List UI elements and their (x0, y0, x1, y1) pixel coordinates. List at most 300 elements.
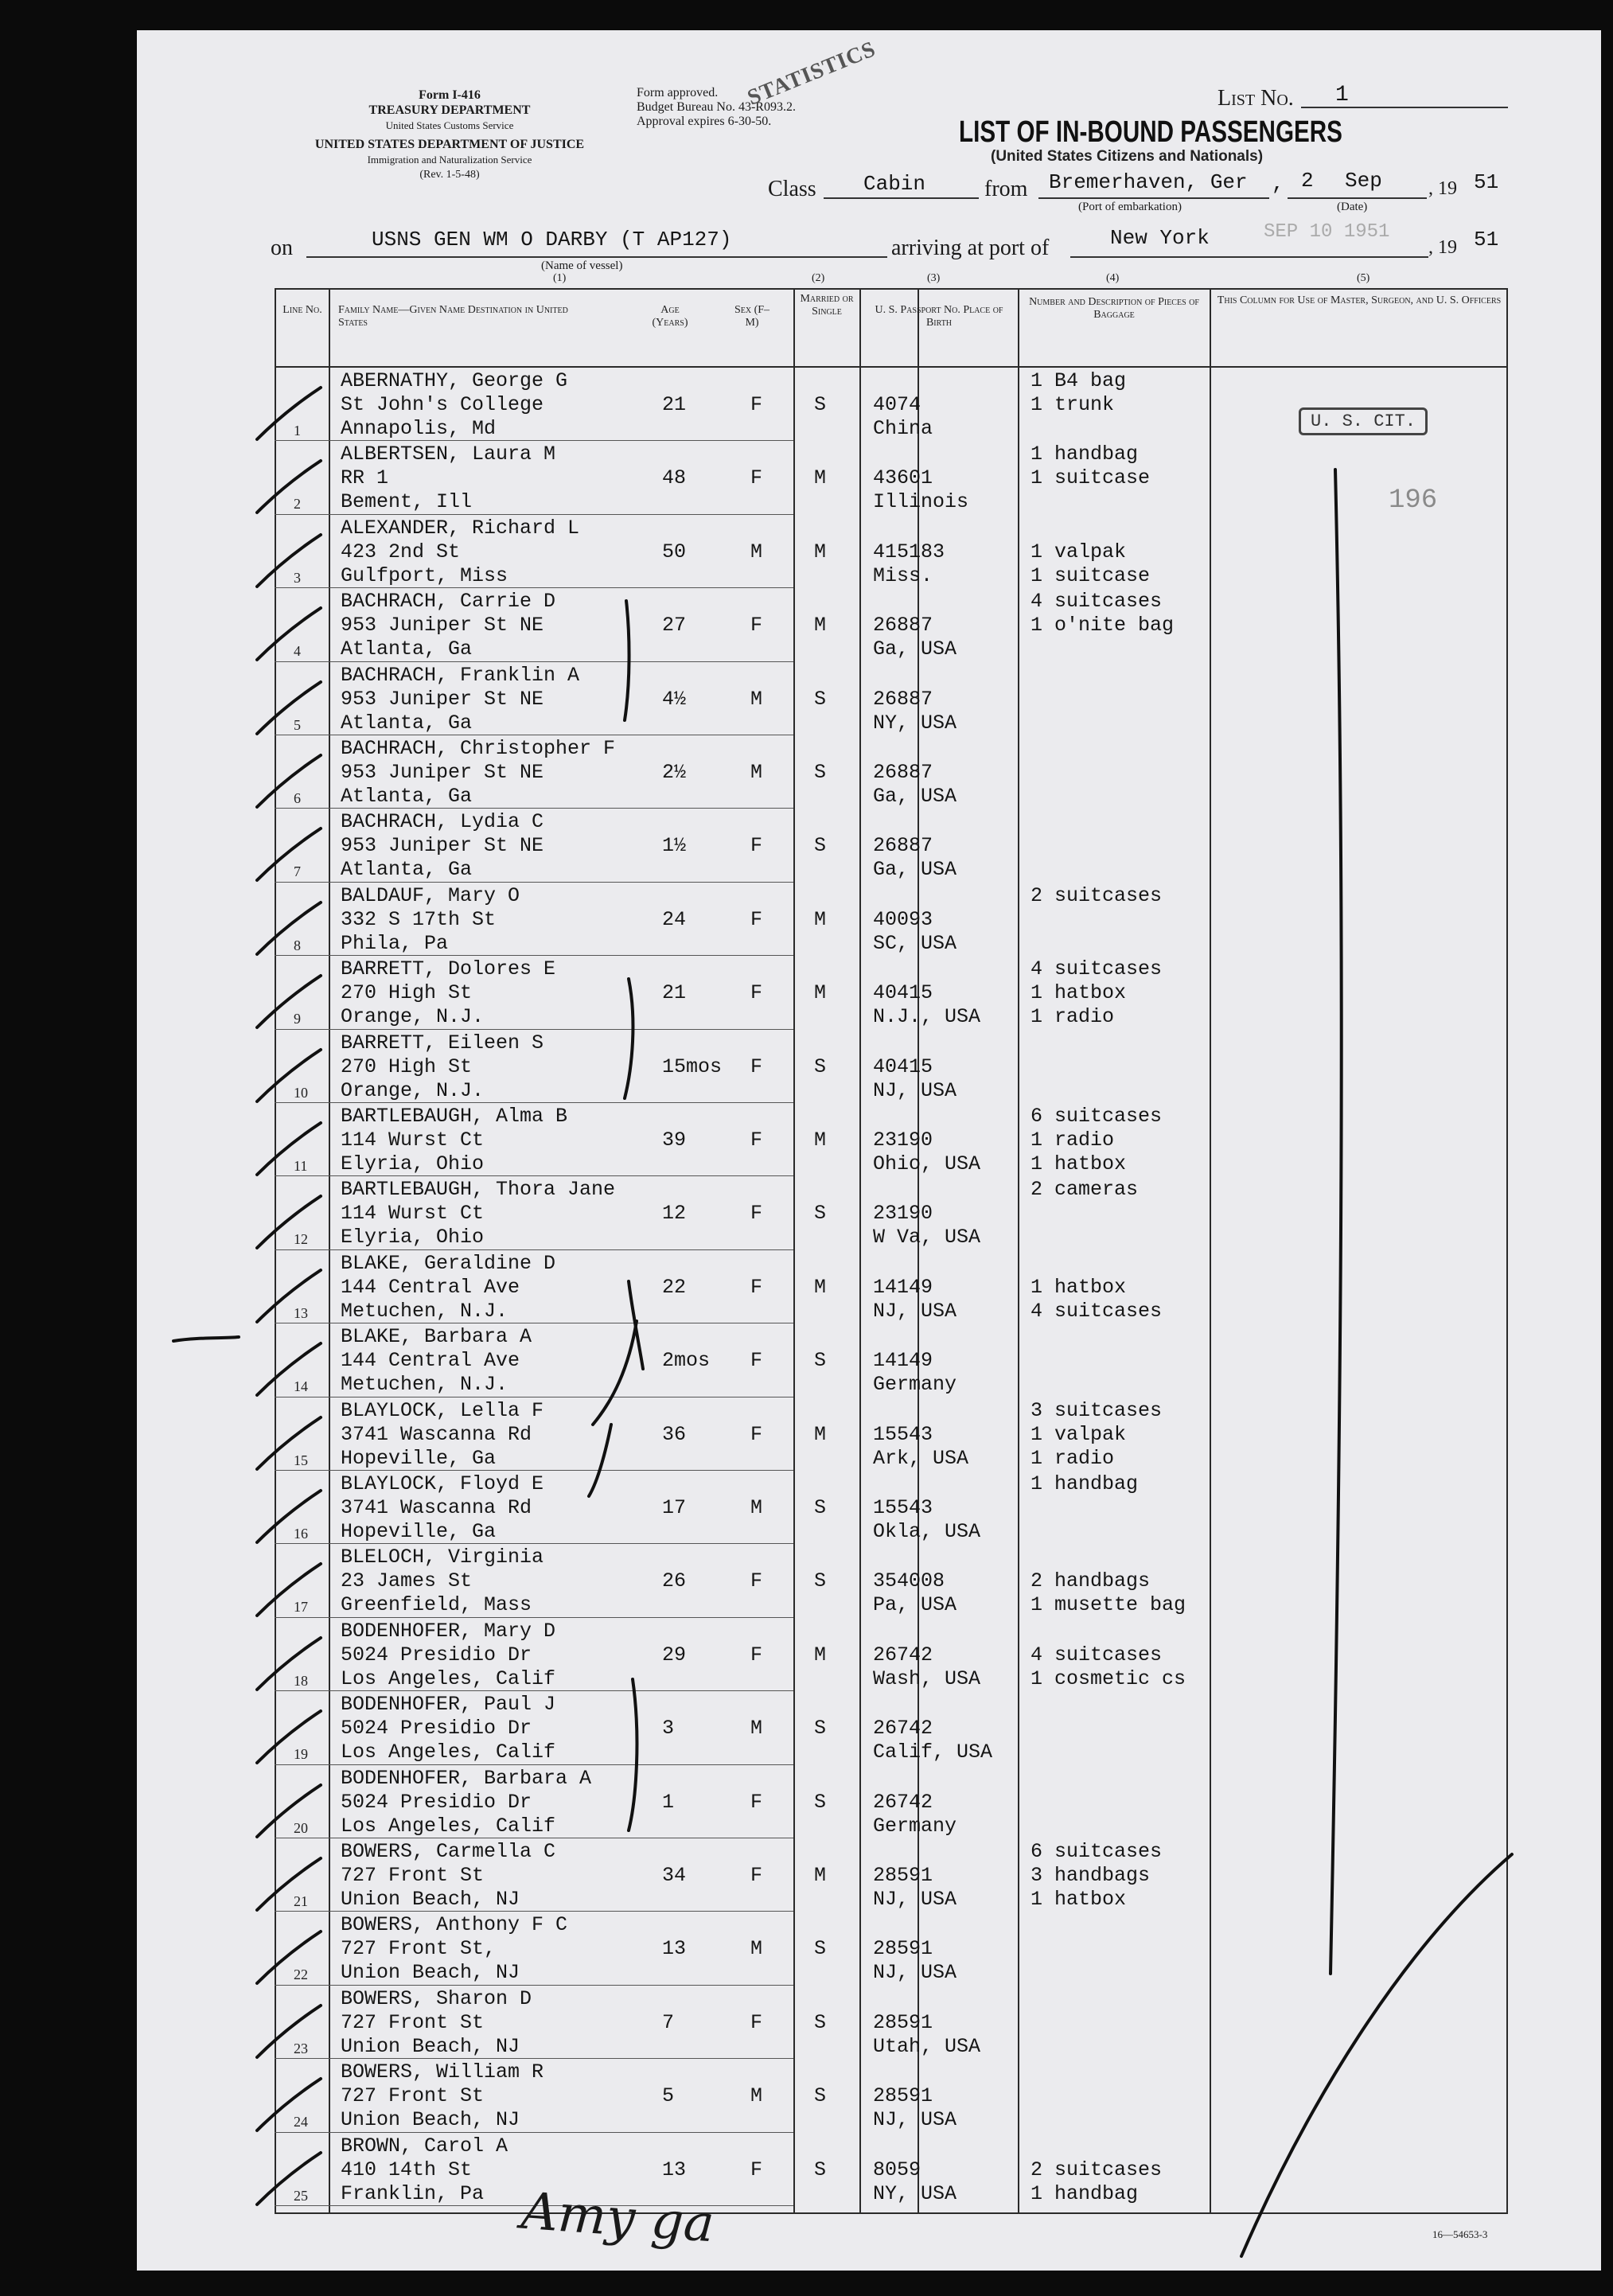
marital-status: M (814, 1643, 827, 1666)
place-of-birth: Ga, USA (873, 785, 957, 808)
sex: M (750, 1937, 763, 1961)
sex: F (750, 907, 763, 931)
line-number: 7 (294, 863, 301, 880)
date-underline (1288, 197, 1427, 199)
table-row (275, 1912, 1508, 1985)
customs-service: United States Customs Service (385, 119, 514, 131)
class-underline (824, 197, 979, 199)
passenger-name: BACHRACH, Carrie D (341, 590, 556, 614)
check-mark (257, 972, 329, 1035)
passport-number: 28591 (873, 1864, 933, 1887)
age: 12 (662, 1202, 687, 1226)
passenger-name: BOWERS, Carmella C (341, 1840, 556, 1863)
address-line-1: 332 S 17th St (341, 907, 497, 931)
marital-status: S (814, 761, 827, 784)
col-marker-5: (5) (1357, 272, 1370, 284)
form-header-block (271, 88, 629, 133)
vessel-caption: (Name of vessel) (541, 259, 623, 272)
passenger-name: BROWN, Carol A (341, 2134, 508, 2158)
marital-status: M (814, 466, 827, 490)
passport-number: 26742 (873, 1790, 933, 1814)
passport-number: 14149 (873, 1275, 933, 1299)
sex: F (750, 614, 763, 637)
address-line-1: 144 Central Ave (341, 1349, 520, 1373)
address-line-2: Gulfport, Miss (341, 563, 508, 587)
marital-status: S (814, 1202, 827, 1226)
justice-block (263, 137, 637, 182)
col-header-baggage: Number and Description of Pieces of Baggage (1029, 296, 1199, 321)
address-line-2: Los Angeles, Calif (341, 1666, 556, 1690)
table-row (275, 1838, 1508, 1912)
marital-status: S (814, 834, 827, 858)
line-number: 19 (294, 1746, 308, 1763)
check-mark (257, 1413, 329, 1477)
age: 4½ (662, 687, 687, 711)
address-line-2: Atlanta, Ga (341, 785, 473, 808)
passport-number: 8059 (873, 2158, 921, 2181)
passenger-name: BACHRACH, Lydia C (341, 810, 544, 834)
passport-number: 28591 (873, 2084, 933, 2108)
baggage-line-1: 6 suitcases (1031, 1105, 1163, 1128)
line-number: 18 (294, 1672, 308, 1689)
marital-status: M (814, 907, 827, 931)
passenger-name: BLAYLOCK, Lella F (341, 1398, 544, 1422)
place-of-birth: Miss. (873, 563, 933, 587)
ins-service: Immigration and Naturalization Service (367, 154, 532, 166)
passenger-name: BODENHOFER, Paul J (341, 1693, 556, 1717)
place-of-birth: NY, USA (873, 711, 957, 735)
marital-status: S (814, 2010, 827, 2034)
address-line-1: St John's College (341, 393, 544, 416)
list-no-underline (1301, 107, 1508, 108)
passenger-name: BACHRACH, Christopher F (341, 737, 616, 760)
col-marker-1: (1) (553, 272, 567, 284)
passport-number: 26742 (873, 1643, 933, 1666)
form-id: Form I-416 (419, 88, 481, 102)
age: 24 (662, 907, 687, 931)
check-mark (257, 2075, 329, 2138)
address-line-2: Orange, N.J. (341, 1005, 485, 1029)
approval-expires: Approval expires 6-30-50. (637, 115, 772, 128)
check-mark (257, 1560, 329, 1624)
address-line-2: Hopeville, Ga (341, 1446, 497, 1470)
sex: F (750, 834, 763, 858)
line-number: 21 (294, 1893, 308, 1909)
check-mark (257, 1046, 329, 1109)
col-header-passport: U. S. Passport No. Place of Birth (875, 304, 1003, 329)
baggage-line-1: 2 cameras (1031, 1178, 1139, 1202)
baggage-line-2: 1 hatbox (1031, 1275, 1127, 1299)
table-bottom-border (275, 2212, 1508, 2214)
address-line-1: 5024 Presidio Dr (341, 1643, 532, 1666)
year-suffix: 51 (1474, 170, 1499, 194)
col-marker-4: (4) (1106, 272, 1120, 284)
place-of-birth: NJ, USA (873, 1888, 957, 1911)
vessel-name: USNS GEN WM O DARBY (T AP127) (372, 228, 732, 251)
baggage-line-2: 1 valpak (1031, 1422, 1127, 1446)
passport-number: 26742 (873, 1717, 933, 1741)
passenger-name: BOWERS, Sharon D (341, 1986, 532, 2010)
from-label: from (984, 177, 1028, 201)
check-mark (257, 384, 329, 447)
date-day: 2 (1301, 169, 1314, 193)
address-line-1: 114 Wurst Ct (341, 1202, 485, 1226)
address-line-2: Metuchen, N.J. (341, 1373, 508, 1397)
table-row (275, 735, 1508, 809)
table-row (275, 1323, 1508, 1397)
address-line-1: 727 Front St (341, 1864, 485, 1887)
sex: F (750, 1643, 763, 1666)
address-line-2: Los Angeles, Calif (341, 1814, 556, 1838)
line-number: 20 (294, 1819, 308, 1836)
passport-number: 14149 (873, 1349, 933, 1373)
age: 17 (662, 1496, 687, 1519)
line-number: 10 (294, 1084, 308, 1101)
age: 2½ (662, 761, 687, 784)
marital-status: S (814, 2084, 827, 2108)
baggage-line-2: 1 hatbox (1031, 981, 1127, 1005)
check-mark (257, 899, 329, 962)
address-line-1: 114 Wurst Ct (341, 1129, 485, 1152)
address-line-1: 270 High St (341, 981, 473, 1005)
sex: F (750, 466, 763, 490)
baggage-line-2: 2 handbags (1031, 1569, 1151, 1593)
col-header-married: Married or Single (800, 293, 854, 318)
passenger-name: BARRETT, Eileen S (341, 1031, 544, 1054)
age: 29 (662, 1643, 687, 1666)
place-of-birth: Calif, USA (873, 1741, 993, 1764)
marital-status: M (814, 614, 827, 637)
place-of-birth: Germany (873, 1814, 957, 1838)
address-line-1: 144 Central Ave (341, 1275, 520, 1299)
address-line-1: RR 1 (341, 466, 389, 490)
table-row (275, 662, 1508, 735)
arriving-label: arriving at port of (891, 236, 1050, 260)
date-comma: , (1272, 172, 1284, 196)
passport-number: 40415 (873, 1054, 933, 1078)
check-mark (257, 1487, 329, 1550)
address-line-1: 23 James St (341, 1569, 473, 1593)
justice-dept: UNITED STATES DEPARTMENT OF JUSTICE (314, 138, 585, 151)
line-number: 22 (294, 1967, 308, 1983)
passenger-name: ALEXANDER, Richard L (341, 516, 580, 540)
list-no-value: 1 (1335, 83, 1349, 107)
place-of-birth: Pa, USA (873, 1593, 957, 1617)
table-row (275, 809, 1508, 882)
age: 15mos (662, 1054, 723, 1078)
date-caption: (Date) (1337, 201, 1368, 213)
age: 21 (662, 981, 687, 1005)
address-line-1: 5024 Presidio Dr (341, 1790, 532, 1814)
baggage-line-2: 1 suitcase (1031, 466, 1151, 490)
line-number: 4 (294, 643, 301, 660)
address-line-1: 5024 Presidio Dr (341, 1717, 532, 1741)
baggage-line-3: 1 musette bag (1031, 1593, 1186, 1617)
check-mark (257, 1266, 329, 1330)
page-title: LIST OF IN-BOUND PASSENGERS (959, 115, 1342, 149)
age: 21 (662, 393, 687, 416)
marital-status: S (814, 393, 827, 416)
age: 1 (662, 1790, 675, 1814)
age: 36 (662, 1422, 687, 1446)
baggage-line-1: 4 suitcases (1031, 590, 1163, 614)
address-line-2: Elyria, Ohio (341, 1152, 485, 1175)
col-header-age: Age (Years) (652, 304, 688, 329)
passport-number: 26887 (873, 614, 933, 637)
baggage-line-2: 4 suitcases (1031, 1643, 1163, 1666)
check-mark (257, 1192, 329, 1256)
passport-number: 23190 (873, 1202, 933, 1226)
line-number: 2 (294, 496, 301, 513)
address-line-2: Union Beach, NJ (341, 2108, 520, 2132)
place-of-birth: Ark, USA (873, 1446, 969, 1470)
table-row (275, 1471, 1508, 1544)
baggage-line-2: 1 valpak (1031, 540, 1127, 563)
place-of-birth: Ga, USA (873, 637, 957, 661)
baggage-line-3: 1 radio (1031, 1446, 1115, 1470)
sex: F (750, 1569, 763, 1593)
line-number: 3 (294, 569, 301, 586)
check-mark (257, 604, 329, 668)
age: 7 (662, 2010, 675, 2034)
age: 34 (662, 1864, 687, 1887)
passport-number: 26887 (873, 761, 933, 784)
marital-status: S (814, 2158, 827, 2181)
table-row (275, 515, 1508, 588)
passenger-name: BOWERS, Anthony F C (341, 1913, 568, 1937)
line-number: 24 (294, 2114, 308, 2130)
passenger-name: BACHRACH, Franklin A (341, 663, 580, 687)
check-mark (257, 1119, 329, 1183)
address-line-2: Greenfield, Mass (341, 1593, 532, 1617)
line-number: 23 (294, 2040, 308, 2056)
sex: M (750, 687, 763, 711)
passenger-name: BOWERS, William R (341, 2060, 544, 2084)
address-line-1: 727 Front St (341, 2010, 485, 2034)
check-mark (257, 2002, 329, 2065)
age: 48 (662, 466, 687, 490)
revision: (Rev. 1-5-48) (419, 169, 480, 181)
sex: M (750, 761, 763, 784)
address-line-2: Orange, N.J. (341, 1078, 485, 1102)
table-row (275, 2059, 1508, 2132)
passenger-name: BALDAUF, Mary O (341, 883, 520, 907)
marital-status: S (814, 687, 827, 711)
baggage-line-1: 1 handbag (1031, 442, 1139, 466)
passenger-name: ALBERTSEN, Laura M (341, 442, 556, 466)
baggage-line-1: 4 suitcases (1031, 957, 1163, 981)
check-mark (257, 531, 329, 594)
passport-number: 415183 (873, 540, 945, 563)
statistics-stamp: STATISTICS (744, 37, 880, 111)
sex: F (750, 1054, 763, 1078)
place-of-birth: Ga, USA (873, 858, 957, 882)
treasury-dept: TREASURY DEPARTMENT (368, 103, 531, 117)
table-row (275, 441, 1508, 514)
line-number: 25 (294, 2187, 308, 2204)
passport-number: 28591 (873, 1937, 933, 1961)
passenger-name: BLAYLOCK, Floyd E (341, 1472, 544, 1495)
year-prefix: , 19 (1428, 178, 1457, 199)
passport-number: 28591 (873, 2010, 933, 2034)
year2-suffix: 51 (1474, 228, 1499, 251)
marital-status: M (814, 1275, 827, 1299)
table-top-border (275, 288, 1508, 290)
marital-status: M (814, 1422, 827, 1446)
age: 26 (662, 1569, 687, 1593)
place-of-birth: W Va, USA (873, 1226, 981, 1249)
passenger-name: BARRETT, Dolores E (341, 957, 556, 981)
address-line-2: Phila, Pa (341, 931, 449, 955)
baggage-line-1: 6 suitcases (1031, 1840, 1163, 1863)
passenger-name: ABERNATHY, George G (341, 369, 568, 392)
line-number: 14 (294, 1378, 308, 1395)
address-line-2: Atlanta, Ga (341, 637, 473, 661)
passenger-name: BLAKE, Barbara A (341, 1325, 532, 1349)
check-mark (257, 1928, 329, 1991)
sex: F (750, 1422, 763, 1446)
line-number: 13 (294, 1304, 308, 1321)
table-row (275, 1986, 1508, 2059)
address-line-2: Franklin, Pa (341, 2181, 485, 2205)
embark-caption: (Port of embarkation) (1078, 201, 1182, 213)
on-label: on (271, 236, 293, 260)
place-of-birth: Illinois (873, 490, 969, 514)
sex: F (750, 1349, 763, 1373)
line-number: 9 (294, 1011, 301, 1027)
place-of-birth: Utah, USA (873, 2034, 981, 2058)
table-row (275, 1544, 1508, 1617)
arrival-date-stamp: SEP 10 1951 (1264, 221, 1390, 243)
col-marker-2: (2) (812, 272, 825, 284)
date-month: Sep (1345, 169, 1382, 193)
baggage-line-2: 1 radio (1031, 1129, 1115, 1152)
sex: F (750, 1275, 763, 1299)
baggage-line-1: 2 suitcases (1031, 883, 1163, 907)
place-of-birth: Wash, USA (873, 1666, 981, 1690)
table-row (275, 1176, 1508, 1249)
check-mark (257, 457, 329, 520)
sex: F (750, 1864, 763, 1887)
footer-code: 16—54653-3 (1432, 2228, 1488, 2240)
class-label: Class (768, 177, 816, 201)
table-row (275, 1691, 1508, 1764)
line-number: 5 (294, 716, 301, 733)
age: 27 (662, 614, 687, 637)
line-number: 11 (294, 1158, 308, 1174)
passport-number: 4074 (873, 393, 921, 416)
marital-status: S (814, 1349, 827, 1373)
passport-number: 43601 (873, 466, 933, 490)
address-line-1: 423 2nd St (341, 540, 461, 563)
table-row (275, 883, 1508, 956)
sex: F (750, 1202, 763, 1226)
col-header-line: Line No. (282, 304, 322, 316)
address-line-1: 727 Front St, (341, 1937, 497, 1961)
place-of-birth: China (873, 417, 933, 440)
list-no-label: List No. (1218, 86, 1294, 111)
baggage-line-3: 1 hatbox (1031, 1152, 1127, 1175)
sex: F (750, 393, 763, 416)
address-line-1: 3741 Wascanna Rd (341, 1496, 532, 1519)
baggage-line-1: 1 handbag (1031, 1472, 1139, 1495)
place-of-birth: NJ, USA (873, 1961, 957, 1985)
passport-number: 40093 (873, 907, 933, 931)
line-number: 15 (294, 1452, 308, 1468)
check-mark (257, 1781, 329, 1845)
marital-status: S (814, 1496, 827, 1519)
arrival-underline (1070, 256, 1428, 258)
passport-number: 26887 (873, 834, 933, 858)
address-line-2: Union Beach, NJ (341, 1888, 520, 1911)
passport-number: 40415 (873, 981, 933, 1005)
table-row (275, 1030, 1508, 1103)
sex: M (750, 540, 763, 563)
marital-status: S (814, 1790, 827, 1814)
baggage-line-3: 4 suitcases (1031, 1299, 1163, 1323)
table-row (275, 2133, 1508, 2206)
age: 50 (662, 540, 687, 563)
marital-status: S (814, 1717, 827, 1741)
check-mark (257, 751, 329, 815)
age: 22 (662, 1275, 687, 1299)
port-of-embarkation: Bremerhaven, Ger (1049, 170, 1248, 194)
col-header-sex: Sex (F–M) (734, 304, 770, 329)
col-header-name: Family Name—Given Name Destination in United States (338, 304, 568, 329)
check-mark (257, 1634, 329, 1698)
vessel-underline (306, 256, 887, 258)
check-mark (257, 1339, 329, 1403)
place-of-birth: NY, USA (873, 2181, 957, 2205)
baggage-line-2: 3 handbags (1031, 1864, 1151, 1887)
address-line-2: Union Beach, NJ (341, 2034, 520, 2058)
sex: M (750, 1496, 763, 1519)
marital-status: S (814, 1569, 827, 1593)
baggage-line-3: 1 hatbox (1031, 1888, 1127, 1911)
address-line-2: Metuchen, N.J. (341, 1299, 508, 1323)
baggage-line-3: 1 suitcase (1031, 563, 1151, 587)
passenger-name: BARTLEBAUGH, Thora Jane (341, 1178, 616, 1202)
table-row (275, 956, 1508, 1029)
marital-status: M (814, 981, 827, 1005)
check-mark (257, 824, 329, 888)
us-citizen-stamp: U. S. CIT. (1299, 407, 1428, 435)
baggage-line-2: 1 o'nite bag (1031, 614, 1175, 637)
address-line-1: 953 Juniper St NE (341, 834, 544, 858)
baggage-line-2: 2 suitcases (1031, 2158, 1163, 2181)
table-row (275, 1397, 1508, 1471)
table-row (275, 1250, 1508, 1323)
sex: M (750, 2084, 763, 2108)
signature: Amy ga (519, 2181, 716, 2255)
marital-status: M (814, 540, 827, 563)
place-of-birth: NJ, USA (873, 1299, 957, 1323)
baggage-line-2: 1 trunk (1031, 393, 1115, 416)
marital-status: M (814, 1864, 827, 1887)
age: 13 (662, 2158, 687, 2181)
place-of-birth: NJ, USA (873, 1078, 957, 1102)
class-value: Cabin (863, 172, 926, 196)
address-line-1: 953 Juniper St NE (341, 687, 544, 711)
place-of-birth: Ohio, USA (873, 1152, 981, 1175)
place-of-birth: SC, USA (873, 931, 957, 955)
passenger-name: BARTLEBAUGH, Alma B (341, 1105, 568, 1128)
check-mark (257, 1707, 329, 1771)
budget-bureau: Budget Bureau No. 43-R093.2. (637, 100, 796, 114)
line-number: 8 (294, 937, 301, 953)
passenger-name: BLAKE, Geraldine D (341, 1251, 556, 1275)
count-annotation: 196 (1389, 485, 1438, 516)
